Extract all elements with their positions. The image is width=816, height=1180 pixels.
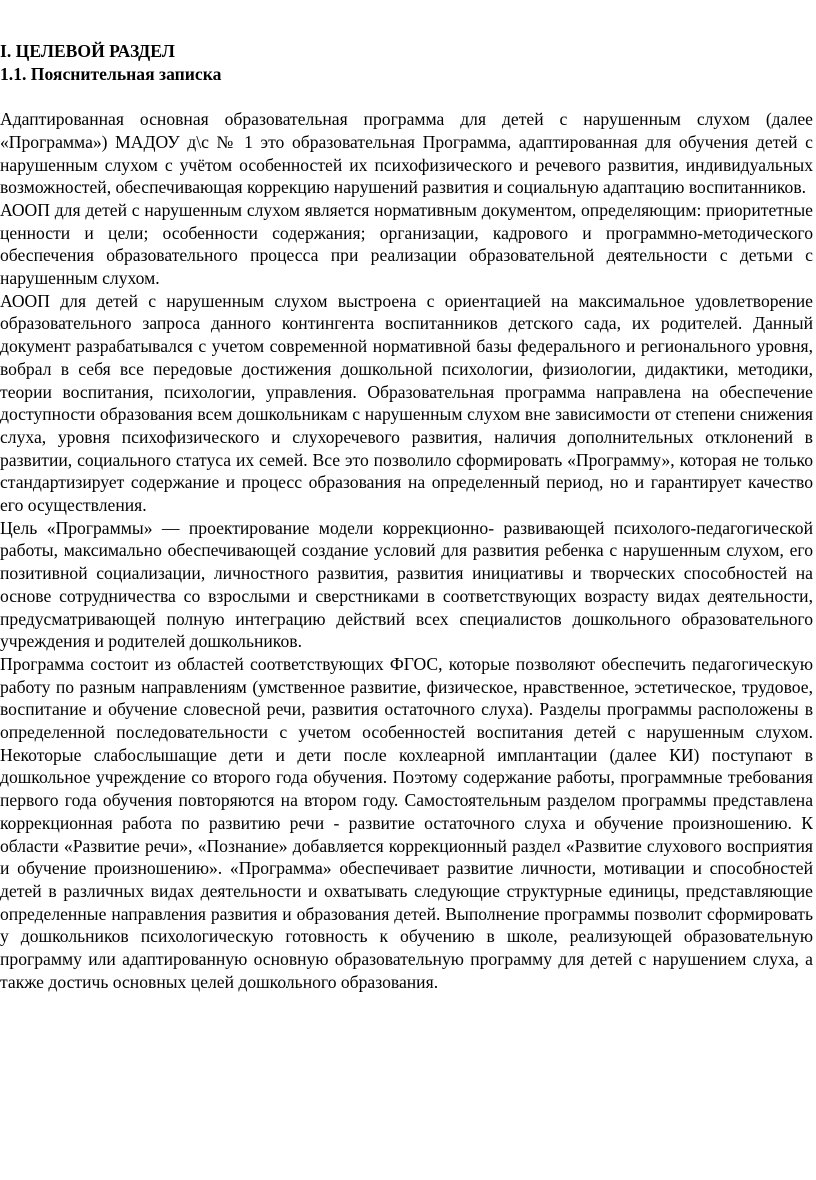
paragraph-program-structure: Программа состоит из областей соответствующих ФГОС, которые позволяют обеспечить педагогическую работу по разным направлениям (умственное развитие, физическое, нравственное, эстетическое, трудовое, воспитание и обучение словесной речи, развития остаточного слуха). Разделы программы расположены в определенной последовательности с учетом особенностей воспитания детей с нарушенным слухом. Некоторые слабослышащие дети и дети после кохлеарной имплантации (далее КИ) поступают в дошкольное учреждение со второго года обучения. Поэтому содержание работы, программные требования первого года обучения повторяются на втором году. Самостоятельным разделом программы представлена коррекционная работа по развитию речи - развитие остаточного слуха и обучение произношению. К области «Развитие речи», «Познание» добавляется коррекционный раздел «Развитие слухового восприятия и обучение произношению». «Программа» обеспечивает развитие личности, мотивации и способностей детей в различных видах деятельности и охватывать следующие структурные единицы, представляющие определенные направления развития и образования детей. Выполнение программы позволит сформировать у дошкольников психологическую готовность к обучению в школе, реализующей образовательную программу или адаптированную основную образовательную программу для детей с нарушением слуха, а также достичь основных целей дошкольного образования. (0, 653, 813, 992)
paragraph-program-goal: Цель «Программы» — проектирование модели коррекционно- развивающей психолого-педагогической работы, максимально обеспечивающей создание условий для развития ребенка с нарушенным слухом, его позитивной социализации, личностного развития, развития инициативы и творческих способностей на основе сотрудничества со взрослыми и сверстниками в соответствующих возрасту видах деятельности, предусматривающей полную интеграцию действий всех специалистов дошкольного образовательного учреждения и родителей дошкольников. (0, 517, 813, 652)
paragraph-aoop-definition: АООП для детей с нарушенным слухом является нормативным документом, определяющим: приоритетные ценности и цели; особенности содержания; организации, кадрового и программно-методического обеспечения образовательного процесса при реализации образовательной деятельности с детьми с нарушенным слухом. (0, 199, 813, 289)
document-page (0, 40, 813, 994)
blank-line (0, 85, 813, 108)
subsection-title: 1.1. Пояснительная записка (0, 63, 222, 84)
paragraph-intro: Адаптированная основная образовательная программа для детей с нарушенным слухом (далее «Программа») МАДОУ д\с № 1 это образовательная Программа, адаптированная для обучения детей с нарушенным слухом с учётом особенностей их психофизического и речевого развития, индивидуальных возможностей, обеспечивающая коррекцию нарушений развития и социальную адаптацию воспитанников. (0, 109, 813, 198)
paragraph-aoop-orientation: АООП для детей с нарушенным слухом выстроена с ориентацией на максимальное удовлетворение образовательного запроса данного контингента воспитанников детского сада, их родителей. Данный документ разрабатывался с учетом современной нормативной базы федерального и регионального уровня, вобрал в себя все передовые достижения дошкольной психологии, физиологии, дидактики, методики, теории воспитания, психологии, управления. Образовательная программа направлена на обеспечение доступности образования всем дошкольникам с нарушенным слухом вне зависимости от степени снижения слуха, уровня психофизического и слухоречевого развития, наличия дополнительных отклонений в развитии, социального статуса их семей. Все это позволило сформировать «Программу», которая не только стандартизирует содержание и процесс образования на определенный период, но и гарантирует качество его осуществления. (0, 290, 813, 516)
section-title: I. ЦЕЛЕВОЙ РАЗДЕЛ (0, 41, 175, 61)
